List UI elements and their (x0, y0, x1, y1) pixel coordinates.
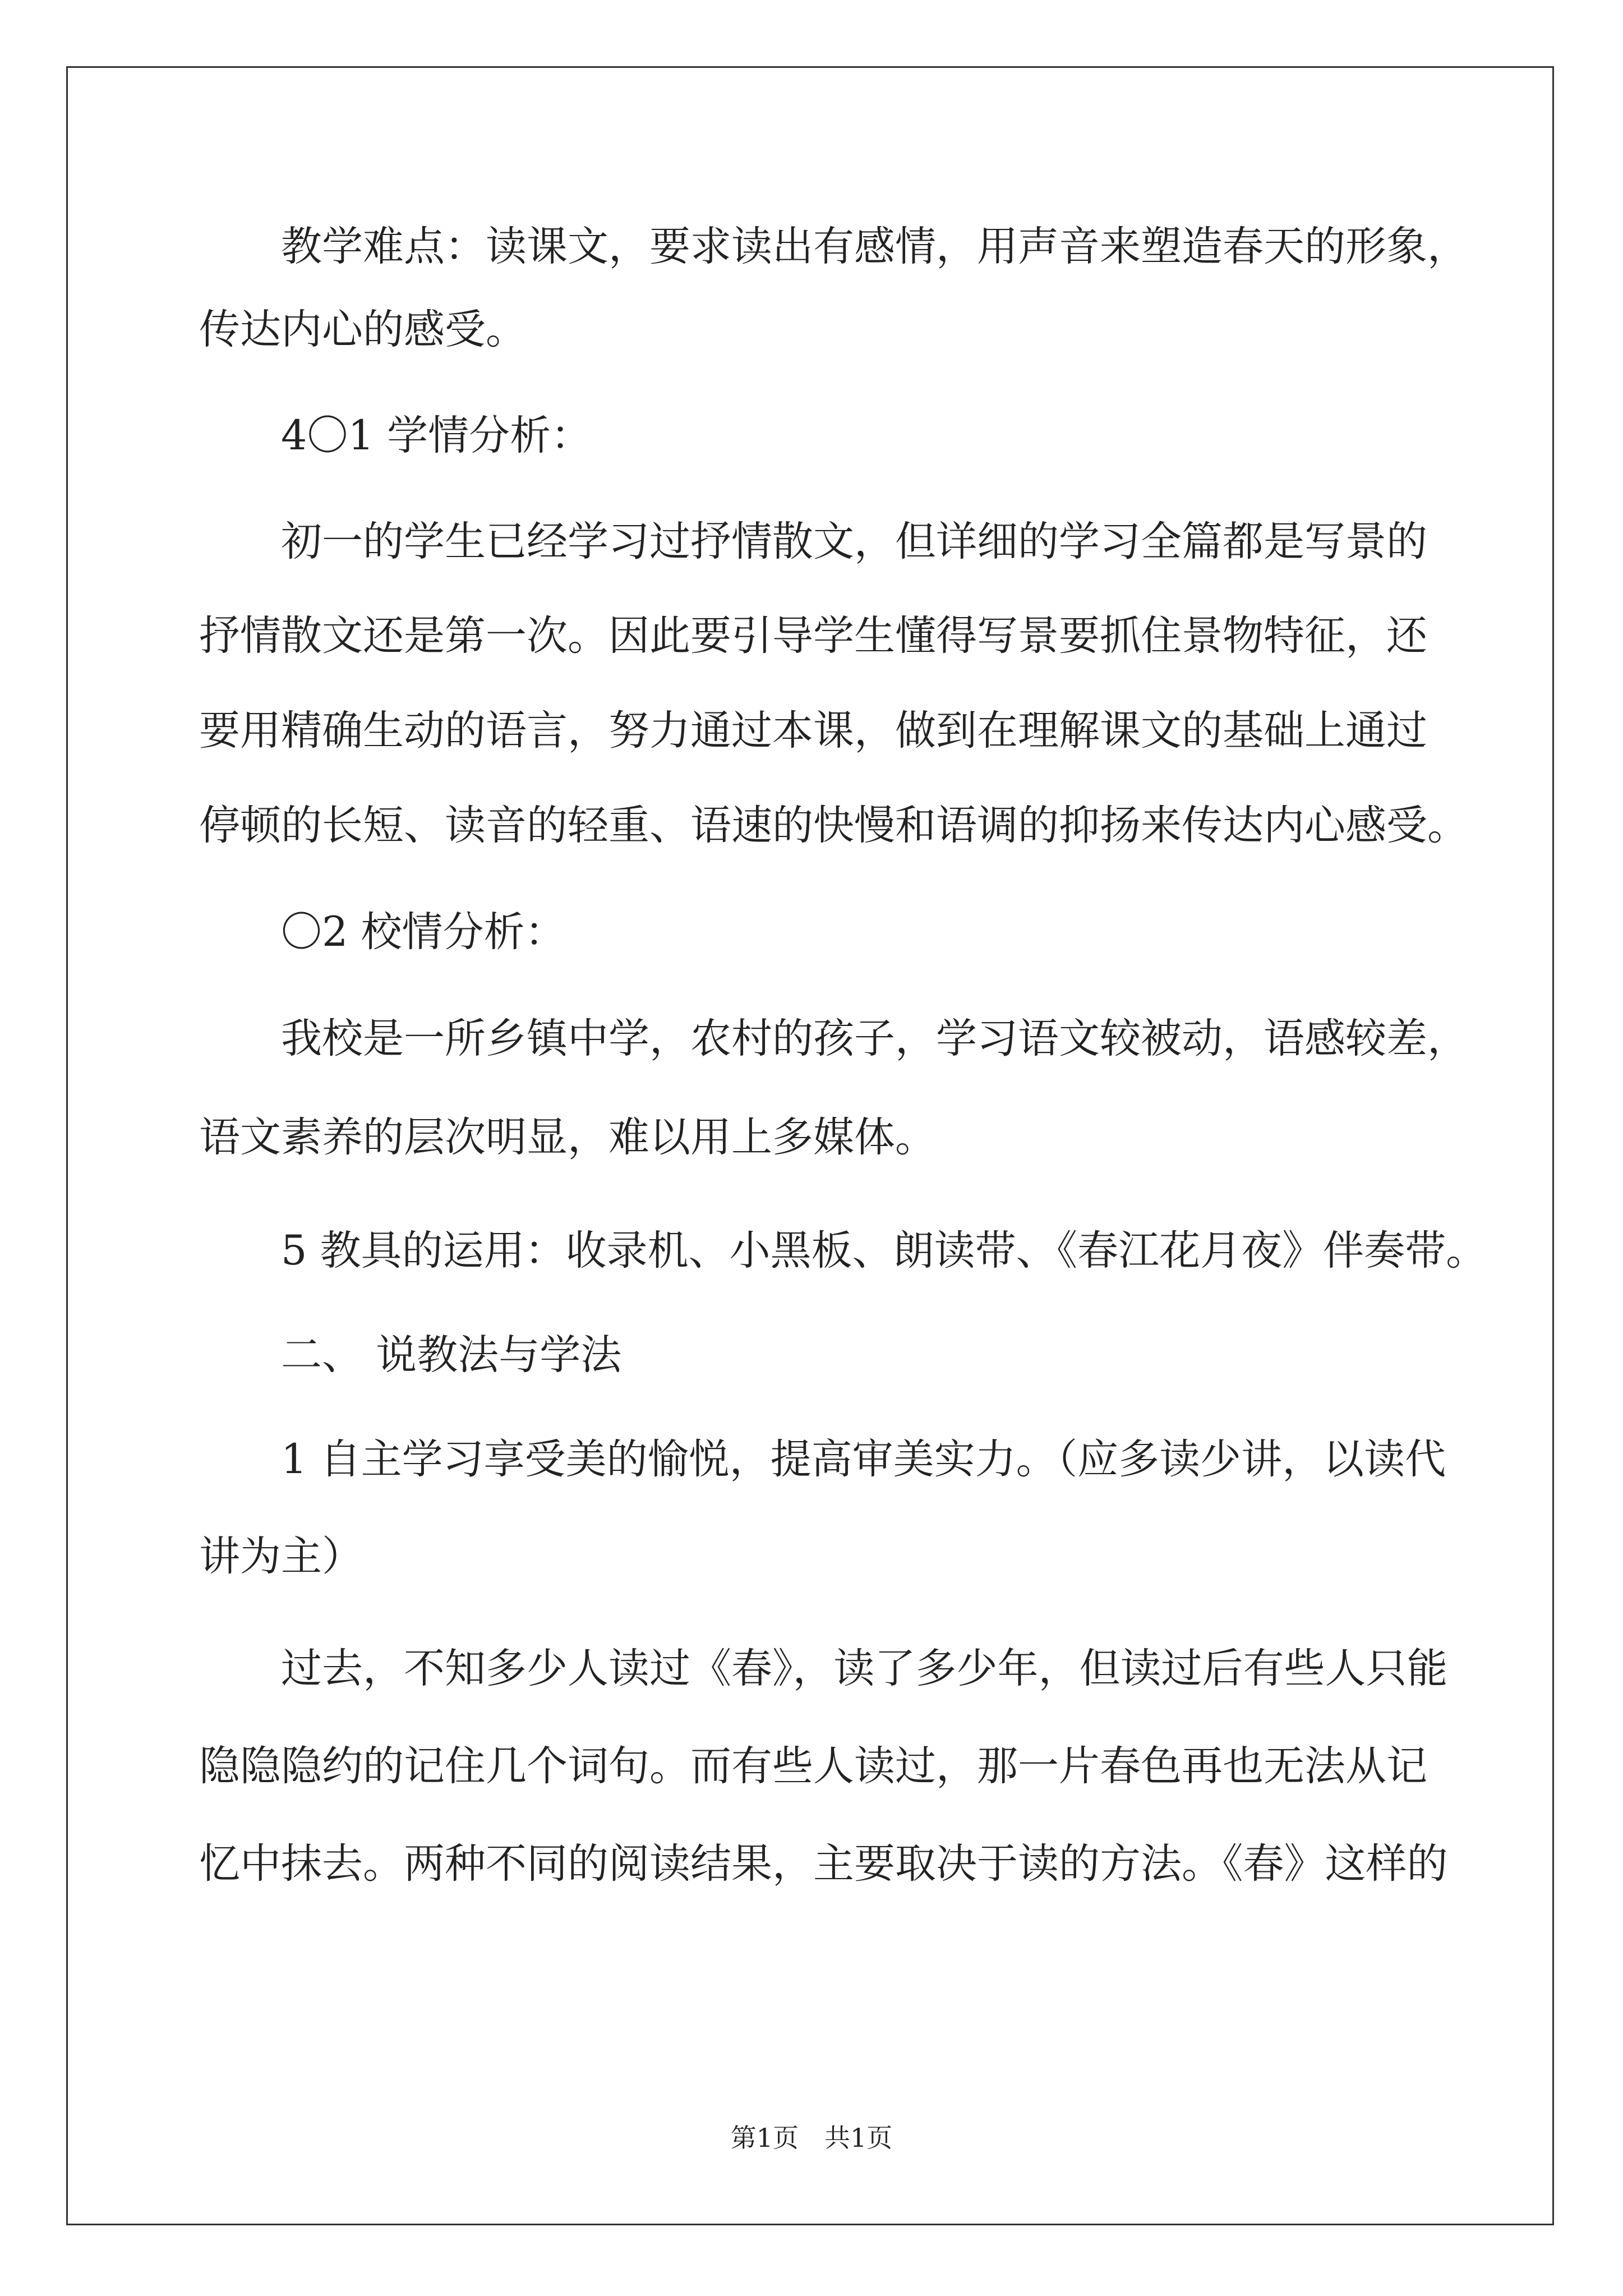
page-footer: 第1页 共1页 (730, 2123, 893, 2153)
paragraph-line: 初一的学生已经学习过抒情散文，但详细的学习全篇都是写景的 (281, 518, 1427, 565)
paragraph-line: 过去，不知多少人读过《春》，读了多少年，但读过后有些人只能 (281, 1645, 1448, 1692)
paragraph-line: 传达内心的感受。 (199, 306, 527, 353)
paragraph-line: 要用精确生动的语言，努力通过本课，做到在理解课文的基础上通过 (199, 707, 1427, 754)
paragraph-line: 忆中抹去。两种不同的阅读结果，主要取决于读的方法。《春》这样的 (199, 1840, 1448, 1888)
paragraph-line: 教学难点：读课文，要求读出有感情，用声音来塑造春天的形象， (281, 223, 1468, 270)
paragraph-line: 讲为主） (199, 1533, 363, 1580)
paragraph-line: 1 自主学习享受美的愉悦，提高审美实力。（应多读少讲，以读代 (281, 1435, 1446, 1483)
paragraph-line: 停顿的长短、读音的轻重、语速的快慢和语调的抑扬来传达内心感受。 (199, 802, 1468, 849)
paragraph-line: 5 教具的运用：收录机、小黑板、朗读带、《春江花月夜》伴奏带。 (281, 1227, 1487, 1274)
section-heading: 〇2 校情分析： (281, 908, 566, 956)
section-heading: 4〇1 学情分析： (281, 412, 592, 459)
paragraph-line: 抒情散文还是第一次。因此要引导学生懂得写景要抓住景物特征，还 (199, 612, 1427, 660)
paragraph-line: 语文素养的层次明显，难以用上多媒体。 (199, 1114, 936, 1161)
section-heading: 二、 说教法与学法 (281, 1331, 622, 1379)
paragraph-line: 隐隐隐约的记住几个词句。而有些人读过，那一片春色再也无法从记 (199, 1742, 1427, 1790)
paragraph-line: 我校是一所乡镇中学，农村的孩子，学习语文较被动，语感较差， (281, 1015, 1468, 1062)
